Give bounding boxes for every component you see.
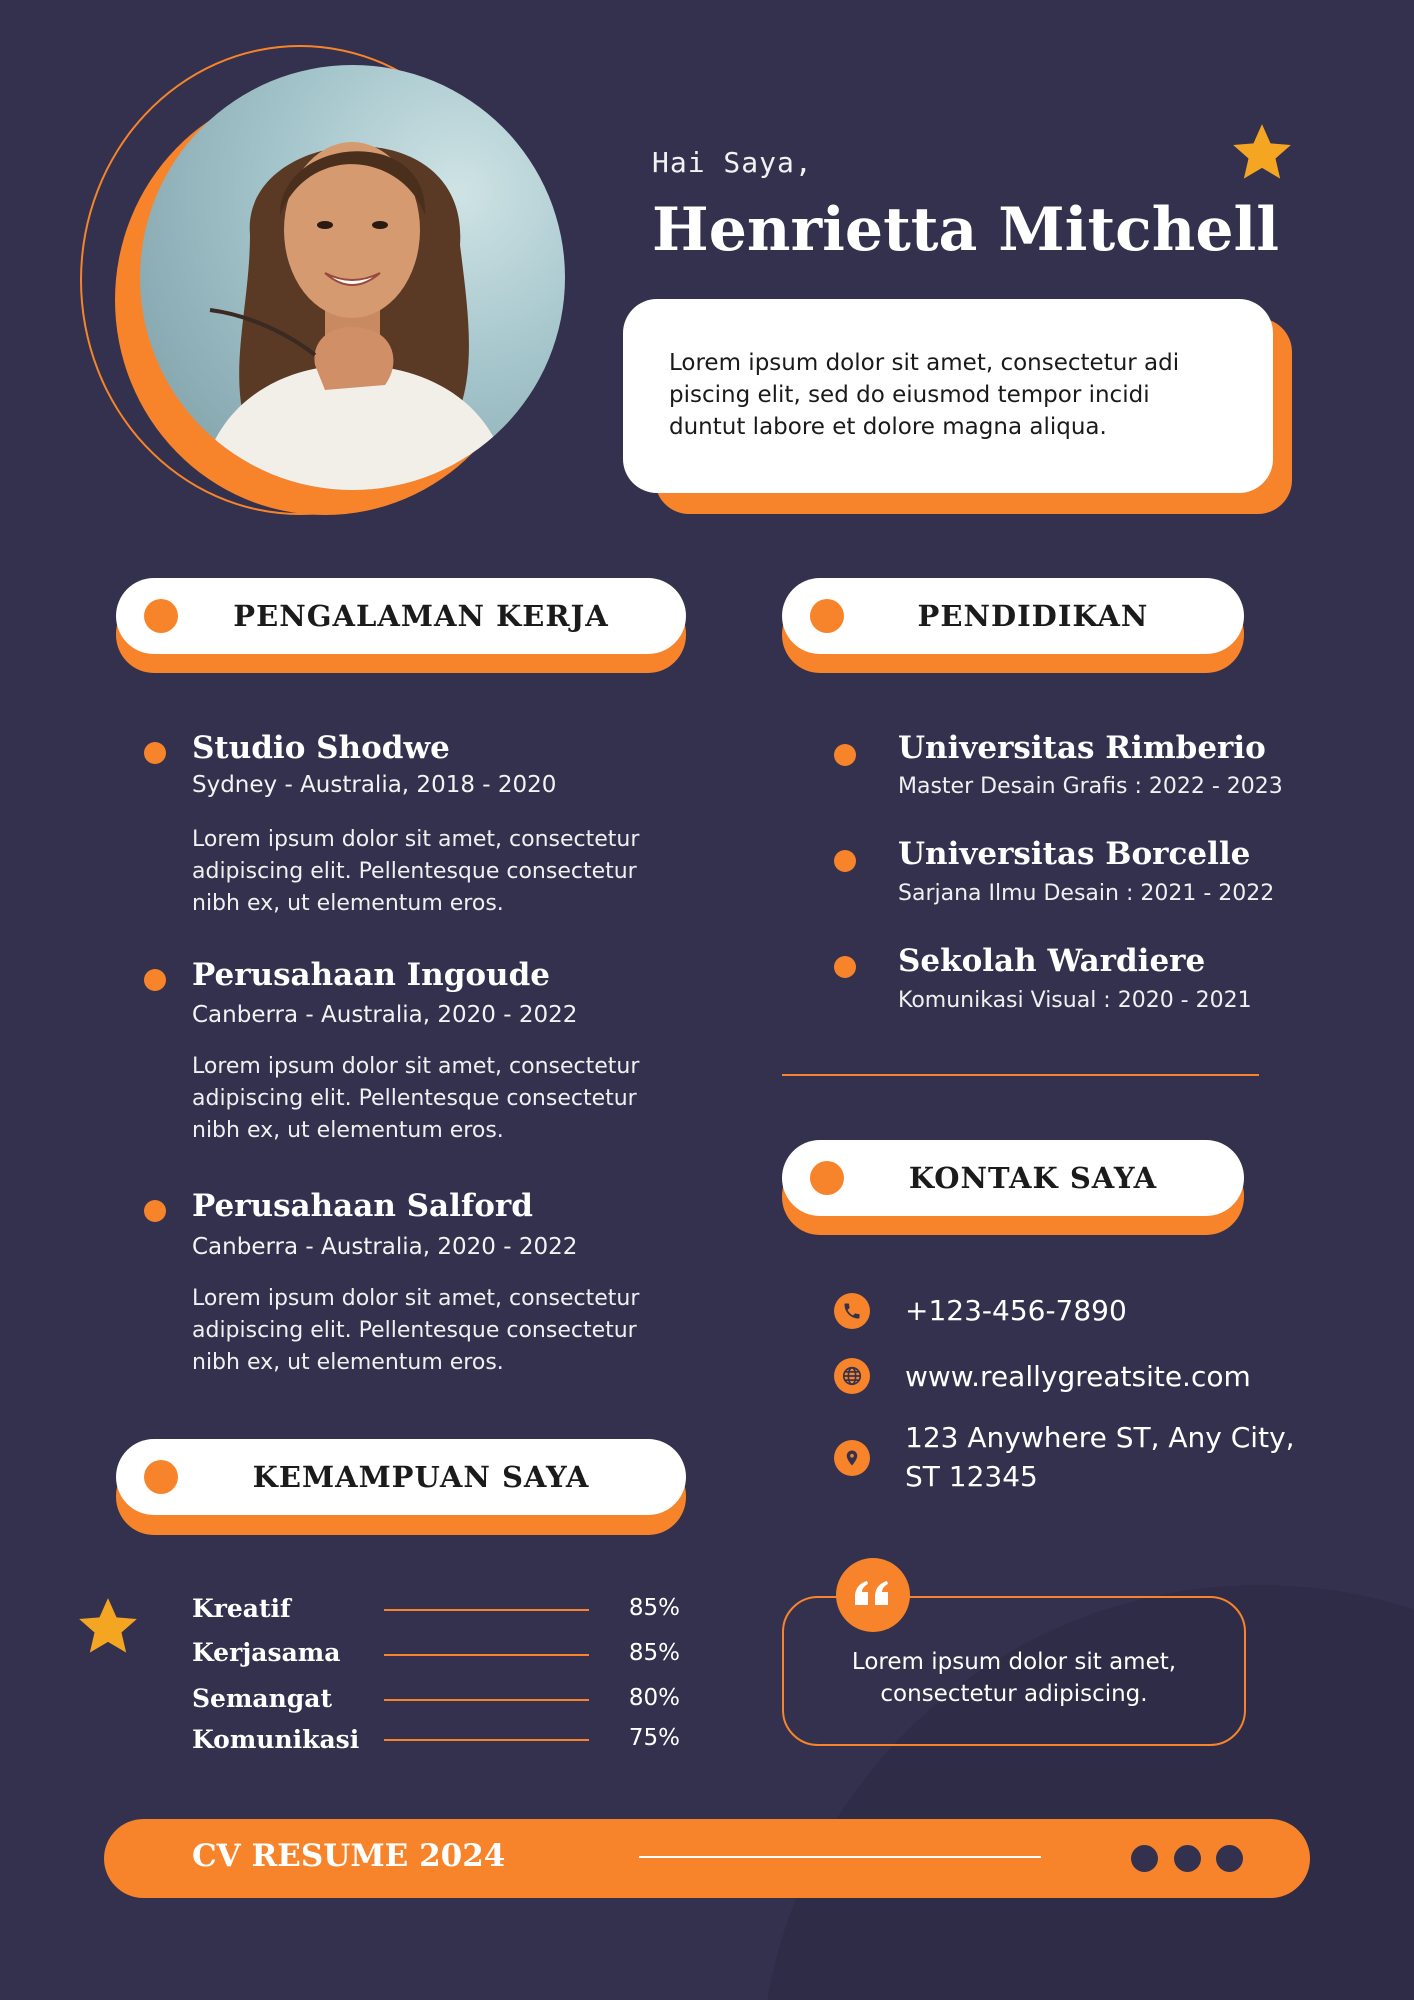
- quote-text: [782, 1646, 1246, 1710]
- star-icon: [74, 1594, 142, 1660]
- heading-dot: [810, 599, 844, 633]
- skill-percent: 85%: [628, 1595, 680, 1621]
- address-line: ST 12345: [905, 1460, 1038, 1493]
- divider: [782, 1074, 1259, 1076]
- edu-school: Sekolah Wardiere: [898, 943, 1206, 979]
- greeting: Hai Saya,: [652, 146, 813, 179]
- footer-dot: [1174, 1845, 1201, 1872]
- location-pin-icon: [834, 1440, 870, 1476]
- edu-detail: Komunikasi Visual : 2020 - 2021: [898, 988, 1252, 1013]
- heading-label: PENDIDIKAN: [917, 599, 1149, 633]
- star-icon: [1228, 120, 1296, 186]
- skill-name: Kreatif: [192, 1594, 291, 1623]
- job-company: Studio Shodwe: [192, 730, 450, 766]
- skill-percent: 80%: [628, 1685, 680, 1711]
- footer-dot: [1216, 1845, 1243, 1872]
- intro-card: [623, 299, 1273, 493]
- job-description: Lorem ipsum dolor sit amet, consectetur adipiscing elit. Pellentesque consectetur nibh ex, ut elementum eros.: [192, 827, 640, 916]
- contact-phone: +123-456-7890: [905, 1294, 1127, 1327]
- job-meta: Canberra - Australia, 2020 - 2022: [192, 1002, 578, 1028]
- skill-line: [384, 1654, 589, 1656]
- skill-name: Semangat: [192, 1684, 333, 1713]
- phone-icon: [834, 1293, 870, 1329]
- edu-school: Universitas Rimberio: [898, 730, 1266, 766]
- section-heading-contact: [782, 1140, 1244, 1216]
- section-heading-education: [782, 578, 1244, 654]
- skill-line: [384, 1609, 589, 1611]
- heading-dot: [810, 1161, 844, 1195]
- quote-line: Lorem ipsum dolor sit amet,: [851, 1649, 1177, 1675]
- job-company: Perusahaan Salford: [192, 1188, 533, 1224]
- footer-title: CV RESUME 2024: [192, 1838, 506, 1874]
- skill-name: Komunikasi: [192, 1725, 360, 1754]
- contact-address: [905, 1418, 1295, 1496]
- skill-line: [384, 1739, 589, 1741]
- job-meta: Canberra - Australia, 2020 - 2022: [192, 1234, 578, 1260]
- bullet-dot: [144, 742, 166, 764]
- footer-line: [639, 1856, 1041, 1858]
- quote-line: consectetur adipiscing.: [880, 1681, 1148, 1707]
- quote-icon: [836, 1558, 910, 1632]
- job-company: Perusahaan Ingoude: [192, 957, 550, 993]
- heading-dot: [144, 1460, 178, 1494]
- skill-percent: 75%: [628, 1725, 680, 1751]
- contact-website: www.reallygreatsite.com: [905, 1360, 1251, 1393]
- bullet-dot: [144, 969, 166, 991]
- candidate-name: Henrietta Mitchell: [652, 195, 1280, 265]
- bullet-dot: [144, 1200, 166, 1222]
- intro-text: Lorem ipsum dolor sit amet, consectetur adi piscing elit, sed do eiusmod tempor incidi duntut labore et dolore magna aliqua.: [669, 350, 1180, 440]
- address-line: 123 Anywhere ST, Any City,: [905, 1421, 1295, 1454]
- job-description: Lorem ipsum dolor sit amet, consectetur adipiscing elit. Pellentesque consectetur nibh ex, ut elementum eros.: [192, 1286, 640, 1375]
- heading-dot: [144, 599, 178, 633]
- bullet-dot: [834, 850, 856, 872]
- skill-line: [384, 1699, 589, 1701]
- job-description: Lorem ipsum dolor sit amet, consectetur adipiscing elit. Pellentesque consectetur nibh ex, ut elementum eros.: [192, 1054, 640, 1143]
- profile-photo: [140, 65, 565, 490]
- bullet-dot: [834, 956, 856, 978]
- heading-label: KEMAMPUAN SAYA: [252, 1460, 590, 1494]
- skill-percent: 85%: [628, 1640, 680, 1666]
- footer-dot: [1131, 1845, 1158, 1872]
- edu-detail: Master Desain Grafis : 2022 - 2023: [898, 774, 1283, 799]
- globe-icon: [834, 1358, 870, 1394]
- section-heading-skills: [116, 1439, 686, 1515]
- job-meta: Sydney - Australia, 2018 - 2020: [192, 772, 557, 798]
- skill-name: Kerjasama: [192, 1638, 341, 1667]
- edu-school: Universitas Borcelle: [898, 836, 1251, 872]
- heading-label: PENGALAMAN KERJA: [233, 599, 609, 633]
- bullet-dot: [834, 744, 856, 766]
- edu-detail: Sarjana Ilmu Desain : 2021 - 2022: [898, 881, 1275, 906]
- heading-label: KONTAK SAYA: [908, 1161, 1158, 1195]
- section-heading-experience: [116, 578, 686, 654]
